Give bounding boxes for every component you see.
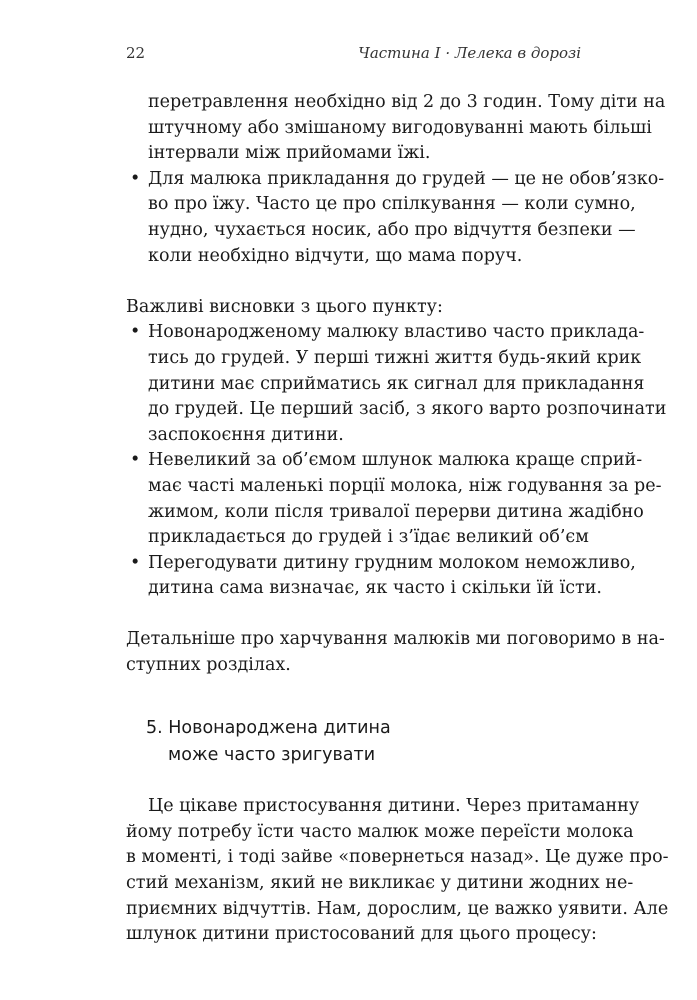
running-title: Частина I · Лелека в дорозі — [358, 44, 581, 62]
spacer — [126, 269, 582, 295]
bullet-item — [126, 320, 667, 448]
text-line: йому потребу їсти часто малюк може переїсти молока — [126, 821, 634, 842]
page-body — [126, 90, 669, 948]
page-number: 22 — [126, 44, 146, 62]
text-line: дитини має сприйматись як сигнал для прикладання — [148, 373, 645, 394]
text-line: має часті маленькі порції молока, ніж годування за ре- — [148, 475, 662, 496]
text-line: тись до грудей. У перші тижні життя будь-який крик — [148, 347, 642, 368]
text-line: інтервали між прийомами їжі. — [148, 143, 431, 164]
text-line: стий механізм, який не викликає у дитини жодних не- — [126, 873, 634, 894]
text-line: до грудей. Це перший засіб, з якого варто розпочинати — [148, 399, 667, 420]
text-line: Новонародженому малюку властиво часто приклада- — [148, 322, 645, 343]
bullet-marker: • — [130, 168, 141, 189]
bullet-marker: • — [130, 552, 141, 573]
text-line: приємних відчуттів. Нам, дорослим, це важко уявити. Але — [126, 898, 669, 919]
bullet-item-continued — [126, 90, 666, 167]
details-paragraph — [126, 627, 665, 678]
text-line: шлунок дитини пристосований для цього процесу: — [126, 924, 597, 945]
text-line: штучному або змішаному вигодовуванні мають більші — [148, 117, 652, 138]
bullet-marker: • — [130, 322, 141, 343]
text-line: коли необхідно відчути, що мама поруч. — [148, 245, 523, 266]
bullet-marker: • — [130, 450, 141, 471]
bullet-item — [126, 448, 662, 550]
text-line: жимом, коли після тривалої перерви дитина жадібно — [148, 501, 644, 522]
text-line: Перегодувати дитину грудним молоком неможливо, — [148, 552, 636, 573]
heading-line: може часто зригувати — [168, 744, 376, 765]
bullet-item — [126, 551, 636, 602]
text-line: заспокоєння дитини. — [148, 424, 344, 445]
heading-line: 5. Новонароджена дитина — [146, 717, 391, 738]
text-line: Це цікаве пристосування дитини. Через притаманну — [148, 796, 640, 817]
text-line: перетравлення необхідно від 2 до 3 годин. Тому діти на — [148, 92, 666, 112]
text-line: нудно, чухається носик, або про відчуття безпеки — — [148, 219, 636, 240]
spacer — [126, 679, 582, 715]
conclusions-intro: Важливі висновки з цього пункту: — [126, 296, 443, 317]
text-line: ступних розділах. — [126, 655, 291, 676]
section-heading — [126, 715, 582, 769]
text-line: во про їжу. Часто це про спілкування — коли сумно, — [148, 194, 636, 215]
text-line: Невеликий за об’ємом шлунок малюка краще сприй- — [148, 450, 643, 471]
text-line: Детальніше про харчування малюків ми поговоримо в на- — [126, 629, 665, 650]
text-line: дитина сама визначає, як часто і скільки їй їсти. — [148, 578, 602, 599]
bullet-item — [126, 167, 665, 269]
text-line: в моменті, і тоді зайве «повернеться назад». Це дуже про- — [126, 847, 669, 868]
text-line: прикладається до грудей і з’їдає великий об’єм — [148, 527, 589, 548]
spacer — [126, 769, 582, 795]
running-head — [0, 44, 697, 68]
text-line: Для малюка прикладання до грудей — це не обов’язко- — [148, 168, 665, 189]
spacer — [126, 602, 582, 628]
final-paragraph — [126, 794, 669, 948]
